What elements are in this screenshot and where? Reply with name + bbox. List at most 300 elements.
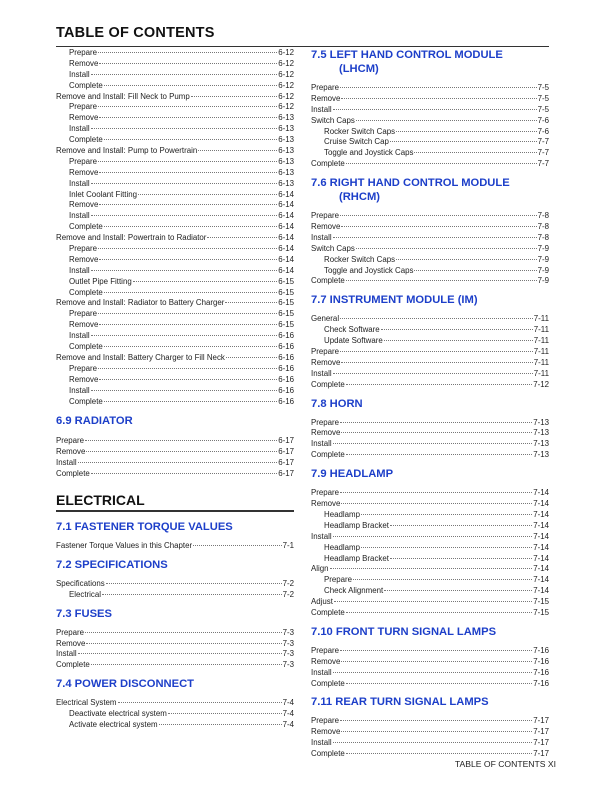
toc-entry[interactable] bbox=[311, 369, 549, 380]
section-heading[interactable]: 7.1 FASTENER TORQUE VALUES bbox=[56, 520, 233, 533]
toc-entry-label: General bbox=[311, 314, 340, 324]
toc-entry[interactable] bbox=[56, 200, 294, 211]
toc-entry-label: Headlamp bbox=[324, 509, 360, 519]
toc-entry[interactable] bbox=[56, 541, 294, 552]
toc-entry[interactable] bbox=[311, 159, 549, 170]
toc-entry-page: 6-16 bbox=[278, 385, 294, 395]
toc-entry[interactable] bbox=[311, 597, 549, 608]
toc-entry[interactable] bbox=[311, 137, 549, 148]
toc-entry-page: 7-11 bbox=[533, 368, 549, 378]
dot-leader bbox=[334, 601, 532, 602]
toc-entry-label: Electrical bbox=[69, 589, 102, 599]
toc-entry-page: 7-5 bbox=[537, 83, 549, 92]
dot-leader bbox=[390, 141, 537, 142]
dot-leader bbox=[99, 172, 277, 173]
toc-entry[interactable] bbox=[56, 255, 294, 266]
dot-leader bbox=[341, 98, 536, 99]
toc-entry-label: Electrical System bbox=[56, 698, 117, 708]
toc-entry[interactable] bbox=[311, 668, 549, 679]
toc-entry[interactable] bbox=[311, 244, 549, 255]
toc-entry[interactable] bbox=[56, 649, 294, 660]
toc-entry-page: 7-8 bbox=[537, 211, 549, 221]
dot-leader bbox=[346, 683, 532, 684]
toc-entry-label: Install bbox=[69, 331, 90, 341]
toc-entry-page: 6-14 bbox=[278, 211, 294, 221]
dot-leader bbox=[99, 63, 277, 64]
toc-entry-label: Prepare bbox=[311, 716, 340, 726]
toc-entry[interactable] bbox=[56, 364, 294, 375]
dot-leader bbox=[85, 632, 282, 633]
toc-entry[interactable] bbox=[311, 127, 549, 138]
toc-entry[interactable] bbox=[56, 469, 294, 480]
toc-entry-label: Switch Caps bbox=[311, 115, 355, 125]
toc-entry-label: Prepare bbox=[311, 488, 340, 498]
toc-entry[interactable] bbox=[56, 70, 294, 81]
toc-entry-page: 7-3 bbox=[282, 649, 294, 659]
toc-entry-page: 7-9 bbox=[537, 254, 549, 264]
dot-leader bbox=[91, 183, 278, 184]
toc-entry-label: Install bbox=[311, 439, 332, 449]
toc-entry[interactable] bbox=[56, 590, 294, 601]
toc-entry[interactable] bbox=[311, 679, 549, 690]
toc-entry-label: Prepare bbox=[69, 48, 98, 57]
dot-leader bbox=[104, 226, 277, 227]
dot-leader bbox=[333, 672, 533, 673]
dot-leader bbox=[104, 346, 277, 347]
toc-entry-page: 6-16 bbox=[278, 374, 294, 384]
dot-leader bbox=[341, 432, 532, 433]
dot-leader bbox=[341, 362, 532, 363]
dot-leader bbox=[99, 204, 277, 205]
toc-entry-label: Remove bbox=[311, 656, 341, 666]
toc-entry[interactable] bbox=[56, 698, 294, 709]
toc-entry[interactable] bbox=[56, 81, 294, 92]
toc-entry-page: 7-8 bbox=[537, 232, 549, 242]
toc-entry[interactable] bbox=[311, 716, 549, 727]
toc-entry[interactable] bbox=[56, 266, 294, 277]
dot-leader bbox=[91, 473, 277, 474]
toc-entry-label: Complete bbox=[311, 749, 345, 759]
toc-entry[interactable] bbox=[311, 94, 549, 105]
toc-entry[interactable] bbox=[56, 579, 294, 590]
toc-entry[interactable] bbox=[311, 510, 549, 521]
dot-leader bbox=[384, 590, 532, 591]
dot-leader bbox=[346, 384, 532, 385]
toc-entry-label: Remove bbox=[311, 428, 341, 438]
toc-entry-label: Specifications bbox=[56, 578, 105, 588]
dot-leader bbox=[133, 281, 277, 282]
dot-leader bbox=[346, 280, 537, 281]
section-heading[interactable]: 7.4 POWER DISCONNECT bbox=[56, 678, 194, 691]
toc-entry-page: 6-13 bbox=[278, 113, 294, 123]
toc-entry-label: Install bbox=[311, 531, 332, 541]
toc-entry-page: 7-11 bbox=[533, 336, 549, 346]
chapter-heading[interactable]: ELECTRICAL bbox=[56, 491, 145, 508]
toc-entry[interactable] bbox=[311, 727, 549, 738]
toc-entry-page: 7-12 bbox=[533, 379, 549, 389]
dot-leader bbox=[346, 753, 532, 754]
dot-leader bbox=[104, 292, 277, 293]
toc-entry-label: Complete bbox=[69, 342, 103, 352]
dot-leader bbox=[78, 462, 278, 463]
toc-entry[interactable] bbox=[311, 358, 549, 369]
dot-leader bbox=[414, 152, 536, 153]
dot-leader bbox=[340, 650, 532, 651]
toc-entry-label: Prepare bbox=[311, 211, 340, 221]
dot-leader bbox=[346, 612, 532, 613]
toc-entry-page: 6-14 bbox=[278, 244, 294, 254]
toc-entry-label: Complete bbox=[311, 607, 345, 617]
dot-leader bbox=[390, 525, 532, 526]
dot-leader bbox=[346, 163, 537, 164]
toc-entry-page: 6-17 bbox=[278, 436, 294, 446]
dot-leader bbox=[159, 724, 282, 725]
toc-entry-page: 7-4 bbox=[282, 709, 294, 719]
toc-entry-label: Fastener Torque Values in this Chapter bbox=[56, 540, 193, 550]
dot-leader bbox=[341, 226, 536, 227]
toc-entry[interactable] bbox=[56, 342, 294, 353]
toc-entry-page: 6-17 bbox=[278, 447, 294, 457]
toc-entry-label: Complete bbox=[311, 450, 345, 460]
toc-entry-label: Install bbox=[56, 458, 77, 468]
toc-entry[interactable] bbox=[311, 543, 549, 554]
dot-leader bbox=[341, 731, 532, 732]
dot-leader bbox=[361, 514, 532, 515]
section-heading[interactable]: 7.9 HEADLAMP bbox=[311, 468, 394, 481]
toc-entry-page: 6-14 bbox=[278, 265, 294, 275]
toc-entry-page: 7-1 bbox=[282, 540, 294, 550]
toc-entry-label: Install bbox=[311, 104, 332, 114]
toc-entry-label: Complete bbox=[69, 287, 103, 297]
toc-entry-page: 6-12 bbox=[278, 102, 294, 112]
toc-entry-label: Complete bbox=[69, 80, 103, 90]
toc-entry-label: Install bbox=[311, 368, 332, 378]
toc-entry-label: Remove bbox=[56, 447, 86, 457]
dot-leader bbox=[333, 373, 533, 374]
toc-entry-label: Activate electrical system bbox=[69, 719, 158, 729]
toc-entry-page: 6-13 bbox=[278, 124, 294, 134]
toc-entry[interactable] bbox=[56, 639, 294, 650]
toc-entry-page: 7-9 bbox=[537, 276, 549, 286]
dot-leader bbox=[91, 664, 282, 665]
toc-entry-label: Prepare bbox=[324, 575, 353, 585]
dot-leader bbox=[98, 161, 277, 162]
dot-leader bbox=[226, 357, 277, 358]
toc-entry[interactable] bbox=[311, 586, 549, 597]
dot-leader bbox=[341, 661, 532, 662]
dot-leader bbox=[99, 324, 277, 325]
toc-entry[interactable] bbox=[56, 113, 294, 124]
dot-leader bbox=[99, 379, 277, 380]
toc-entry[interactable] bbox=[56, 135, 294, 146]
toc-entry-page: 7-6 bbox=[537, 115, 549, 125]
toc-entry-label: Install bbox=[69, 69, 90, 79]
toc-entry-page: 6-13 bbox=[278, 167, 294, 177]
dot-leader bbox=[333, 443, 533, 444]
toc-entry-label: Check Alignment bbox=[324, 586, 384, 596]
dot-leader bbox=[341, 503, 532, 504]
toc-entry[interactable] bbox=[311, 233, 549, 244]
toc-entry[interactable] bbox=[56, 436, 294, 447]
toc-entry[interactable] bbox=[56, 190, 294, 201]
dot-leader bbox=[98, 313, 277, 314]
right-column bbox=[311, 48, 549, 760]
toc-entry-label: Remove bbox=[69, 58, 99, 68]
toc-entry[interactable] bbox=[56, 320, 294, 331]
toc-entry-page: 7-4 bbox=[282, 698, 294, 708]
toc-entry[interactable] bbox=[311, 211, 549, 222]
toc-entry[interactable] bbox=[311, 418, 549, 429]
toc-entry[interactable] bbox=[56, 298, 294, 309]
toc-entry[interactable] bbox=[56, 353, 294, 364]
toc-entry-label: Install bbox=[56, 649, 77, 659]
toc-entry-label: Install bbox=[311, 232, 332, 242]
toc-entry[interactable] bbox=[56, 244, 294, 255]
toc-entry-label: Prepare bbox=[311, 645, 340, 655]
toc-entry-label: Remove bbox=[311, 727, 341, 737]
toc-entry-page: 7-7 bbox=[537, 159, 549, 169]
dot-leader bbox=[99, 259, 277, 260]
toc-entry[interactable] bbox=[311, 521, 549, 532]
toc-entry[interactable] bbox=[56, 146, 294, 157]
toc-entry-label: Install bbox=[69, 178, 90, 188]
toc-entry-page: 7-9 bbox=[537, 265, 549, 275]
toc-entry-page: 6-12 bbox=[278, 58, 294, 68]
toc-entry-page: 7-17 bbox=[533, 738, 549, 748]
toc-entry-label: Complete bbox=[311, 379, 345, 389]
toc-entry-label: Install bbox=[69, 385, 90, 395]
toc-entry[interactable] bbox=[56, 331, 294, 342]
toc-entry[interactable] bbox=[311, 105, 549, 116]
left-column bbox=[56, 48, 294, 731]
toc-entry-label: Prepare bbox=[56, 627, 85, 637]
toc-entry[interactable] bbox=[56, 211, 294, 222]
toc-entry-page: 7-4 bbox=[282, 719, 294, 729]
toc-entry-page: 7-14 bbox=[533, 488, 549, 498]
section-heading[interactable]: 7.3 FUSES bbox=[56, 607, 112, 620]
toc-entry-page: 6-12 bbox=[278, 48, 294, 57]
toc-entry-label: Remove bbox=[69, 374, 99, 384]
toc-entry[interactable] bbox=[311, 532, 549, 543]
toc-entry-label: Remove and Install: Pump to Powertrain bbox=[56, 146, 198, 156]
dot-leader bbox=[356, 248, 537, 249]
toc-entry-label: Prepare bbox=[69, 309, 98, 319]
title-divider bbox=[56, 46, 549, 47]
toc-entry[interactable] bbox=[311, 646, 549, 657]
toc-entry-page: 7-14 bbox=[533, 564, 549, 574]
toc-entry-page: 6-15 bbox=[278, 320, 294, 330]
toc-entry[interactable] bbox=[311, 83, 549, 94]
toc-entry-page: 6-17 bbox=[278, 458, 294, 468]
toc-entry[interactable] bbox=[311, 488, 549, 499]
toc-entry[interactable] bbox=[311, 575, 549, 586]
toc-entry-label: Remove bbox=[311, 93, 341, 103]
toc-entry-label: Update Software bbox=[324, 336, 383, 346]
toc-entry-label: Headlamp Bracket bbox=[324, 520, 389, 530]
toc-entry-label: Prepare bbox=[311, 417, 340, 427]
dot-leader bbox=[98, 52, 277, 53]
toc-entry-label: Install bbox=[311, 738, 332, 748]
dot-leader bbox=[168, 713, 282, 714]
toc-entry-label: Prepare bbox=[69, 102, 98, 112]
toc-entry-page: 7-11 bbox=[533, 347, 549, 357]
section-heading-continued[interactable]: (RHCM) bbox=[339, 191, 381, 204]
toc-entry-label: Complete bbox=[56, 660, 90, 670]
toc-entry-label: Complete bbox=[311, 159, 345, 169]
dot-leader bbox=[86, 643, 281, 644]
dot-leader bbox=[333, 109, 537, 110]
section-heading[interactable]: 7.10 FRONT TURN SIGNAL LAMPS bbox=[311, 625, 497, 638]
toc-entry[interactable] bbox=[311, 450, 549, 461]
toc-entry-page: 7-3 bbox=[282, 660, 294, 670]
dot-leader bbox=[340, 720, 532, 721]
toc-entry[interactable] bbox=[56, 447, 294, 458]
toc-entry-label: Toggle and Joystick Caps bbox=[324, 148, 414, 158]
toc-entry[interactable] bbox=[311, 148, 549, 159]
toc-entry[interactable] bbox=[56, 233, 294, 244]
section-heading[interactable]: 7.7 INSTRUMENT MODULE (IM) bbox=[311, 294, 478, 307]
toc-entry-page: 7-11 bbox=[533, 357, 549, 367]
toc-entry[interactable] bbox=[311, 116, 549, 127]
toc-entry[interactable] bbox=[56, 386, 294, 397]
toc-entry-label: Prepare bbox=[311, 83, 340, 92]
toc-entry-label: Remove and Install: Fill Neck to Pump bbox=[56, 91, 190, 101]
toc-entry-label: Headlamp bbox=[324, 542, 360, 552]
toc-entry[interactable] bbox=[56, 179, 294, 190]
toc-entry-page: 6-12 bbox=[278, 69, 294, 79]
page-footer: TABLE OF CONTENTS XI bbox=[454, 759, 556, 769]
section-heading[interactable]: 7.2 SPECIFICATIONS bbox=[56, 558, 168, 571]
section-heading[interactable]: 6.9 RADIATOR bbox=[56, 415, 133, 428]
toc-entry-page: 6-13 bbox=[278, 178, 294, 188]
section-heading[interactable]: 7.5 LEFT HAND CONTROL MODULE bbox=[311, 49, 503, 61]
dot-leader bbox=[346, 454, 532, 455]
toc-entry[interactable] bbox=[56, 48, 294, 59]
toc-entry-label: Prepare bbox=[69, 363, 98, 373]
dot-leader bbox=[356, 120, 537, 121]
toc-entry[interactable] bbox=[56, 124, 294, 135]
toc-entry-page: 7-15 bbox=[533, 597, 549, 607]
toc-entry[interactable] bbox=[311, 428, 549, 439]
dot-leader bbox=[340, 318, 533, 319]
toc-entry[interactable] bbox=[56, 92, 294, 103]
dot-leader bbox=[106, 583, 282, 584]
toc-entry[interactable] bbox=[311, 336, 549, 347]
dot-leader bbox=[98, 106, 277, 107]
section-heading-continued[interactable]: (LHCM) bbox=[339, 63, 379, 75]
toc-entry[interactable] bbox=[311, 499, 549, 510]
dot-leader bbox=[118, 702, 282, 703]
toc-entry-label: Install bbox=[69, 211, 90, 221]
dot-leader bbox=[138, 194, 277, 195]
toc-entry[interactable] bbox=[56, 660, 294, 671]
toc-entry[interactable] bbox=[56, 458, 294, 469]
toc-entry[interactable] bbox=[311, 325, 549, 336]
toc-entry[interactable] bbox=[56, 277, 294, 288]
dot-leader bbox=[340, 351, 533, 352]
toc-entry[interactable] bbox=[56, 59, 294, 70]
toc-entry-page: 7-3 bbox=[282, 627, 294, 637]
toc-entry-label: Remove bbox=[69, 167, 99, 177]
toc-entry-page: 7-2 bbox=[282, 578, 294, 588]
section-heading[interactable]: 7.11 REAR TURN SIGNAL LAMPS bbox=[311, 696, 489, 709]
toc-entry-page: 7-14 bbox=[533, 542, 549, 552]
toc-entry-label: Prepare bbox=[69, 156, 98, 166]
toc-entry-page: 6-15 bbox=[278, 298, 294, 308]
dot-leader bbox=[390, 558, 532, 559]
toc-entry[interactable] bbox=[311, 564, 549, 575]
toc-entry[interactable] bbox=[56, 375, 294, 386]
toc-entry-page: 7-7 bbox=[537, 148, 549, 158]
toc-entry-page: 7-11 bbox=[533, 314, 549, 324]
toc-entry[interactable] bbox=[311, 439, 549, 450]
toc-entry[interactable] bbox=[56, 288, 294, 299]
dot-leader bbox=[91, 335, 278, 336]
toc-entry[interactable] bbox=[311, 255, 549, 266]
toc-entry-page: 7-13 bbox=[533, 450, 549, 460]
toc-entry[interactable] bbox=[56, 709, 294, 720]
toc-entry[interactable] bbox=[56, 720, 294, 731]
page-title: TABLE OF CONTENTS bbox=[56, 25, 215, 41]
section-heading[interactable]: 7.8 HORN bbox=[311, 397, 363, 410]
toc-entry[interactable] bbox=[311, 657, 549, 668]
toc-entry-label: Remove and Install: Battery Charger to Fill Neck bbox=[56, 352, 225, 362]
dot-leader bbox=[91, 270, 278, 271]
toc-entry[interactable] bbox=[56, 102, 294, 113]
dot-leader bbox=[86, 451, 277, 452]
section-heading[interactable]: 7.6 RIGHT HAND CONTROL MODULE bbox=[311, 177, 510, 190]
toc-entry-page: 7-17 bbox=[533, 749, 549, 759]
toc-entry[interactable] bbox=[311, 380, 549, 391]
toc-entry[interactable] bbox=[56, 397, 294, 408]
dot-leader bbox=[333, 237, 537, 238]
toc-entry[interactable] bbox=[311, 554, 549, 565]
toc-entry[interactable] bbox=[311, 314, 549, 325]
toc-entry-label: Complete bbox=[69, 135, 103, 145]
toc-entry[interactable] bbox=[56, 309, 294, 320]
toc-entry[interactable] bbox=[311, 608, 549, 619]
dot-leader bbox=[91, 128, 278, 129]
dot-leader bbox=[396, 259, 537, 260]
toc-entry[interactable] bbox=[56, 168, 294, 179]
dot-leader bbox=[85, 440, 277, 441]
toc-entry[interactable] bbox=[311, 222, 549, 233]
toc-entry[interactable] bbox=[56, 628, 294, 639]
toc-entry[interactable] bbox=[56, 157, 294, 168]
toc-entry-page: 6-15 bbox=[278, 276, 294, 286]
toc-entry-label: Remove bbox=[56, 638, 86, 648]
toc-entry-label: Prepare bbox=[56, 436, 85, 446]
toc-entry-page: 7-13 bbox=[533, 439, 549, 449]
toc-entry-label: Adjust bbox=[311, 597, 333, 607]
toc-entry[interactable] bbox=[311, 738, 549, 749]
toc-entry-page: 7-16 bbox=[533, 645, 549, 655]
toc-entry[interactable] bbox=[311, 266, 549, 277]
toc-entry[interactable] bbox=[311, 276, 549, 287]
dot-leader bbox=[91, 215, 278, 216]
toc-entry-page: 7-14 bbox=[533, 553, 549, 563]
toc-entry-page: 7-17 bbox=[533, 727, 549, 737]
toc-entry-page: 7-5 bbox=[537, 93, 549, 103]
toc-entry-page: 6-15 bbox=[278, 287, 294, 297]
toc-entry[interactable] bbox=[56, 222, 294, 233]
dot-leader bbox=[104, 85, 277, 86]
toc-entry-label: Rocker Switch Caps bbox=[324, 254, 396, 264]
toc-entry-label: Remove bbox=[69, 113, 99, 123]
dot-leader bbox=[91, 74, 278, 75]
toc-entry-page: 7-5 bbox=[537, 104, 549, 114]
toc-entry[interactable] bbox=[311, 347, 549, 358]
